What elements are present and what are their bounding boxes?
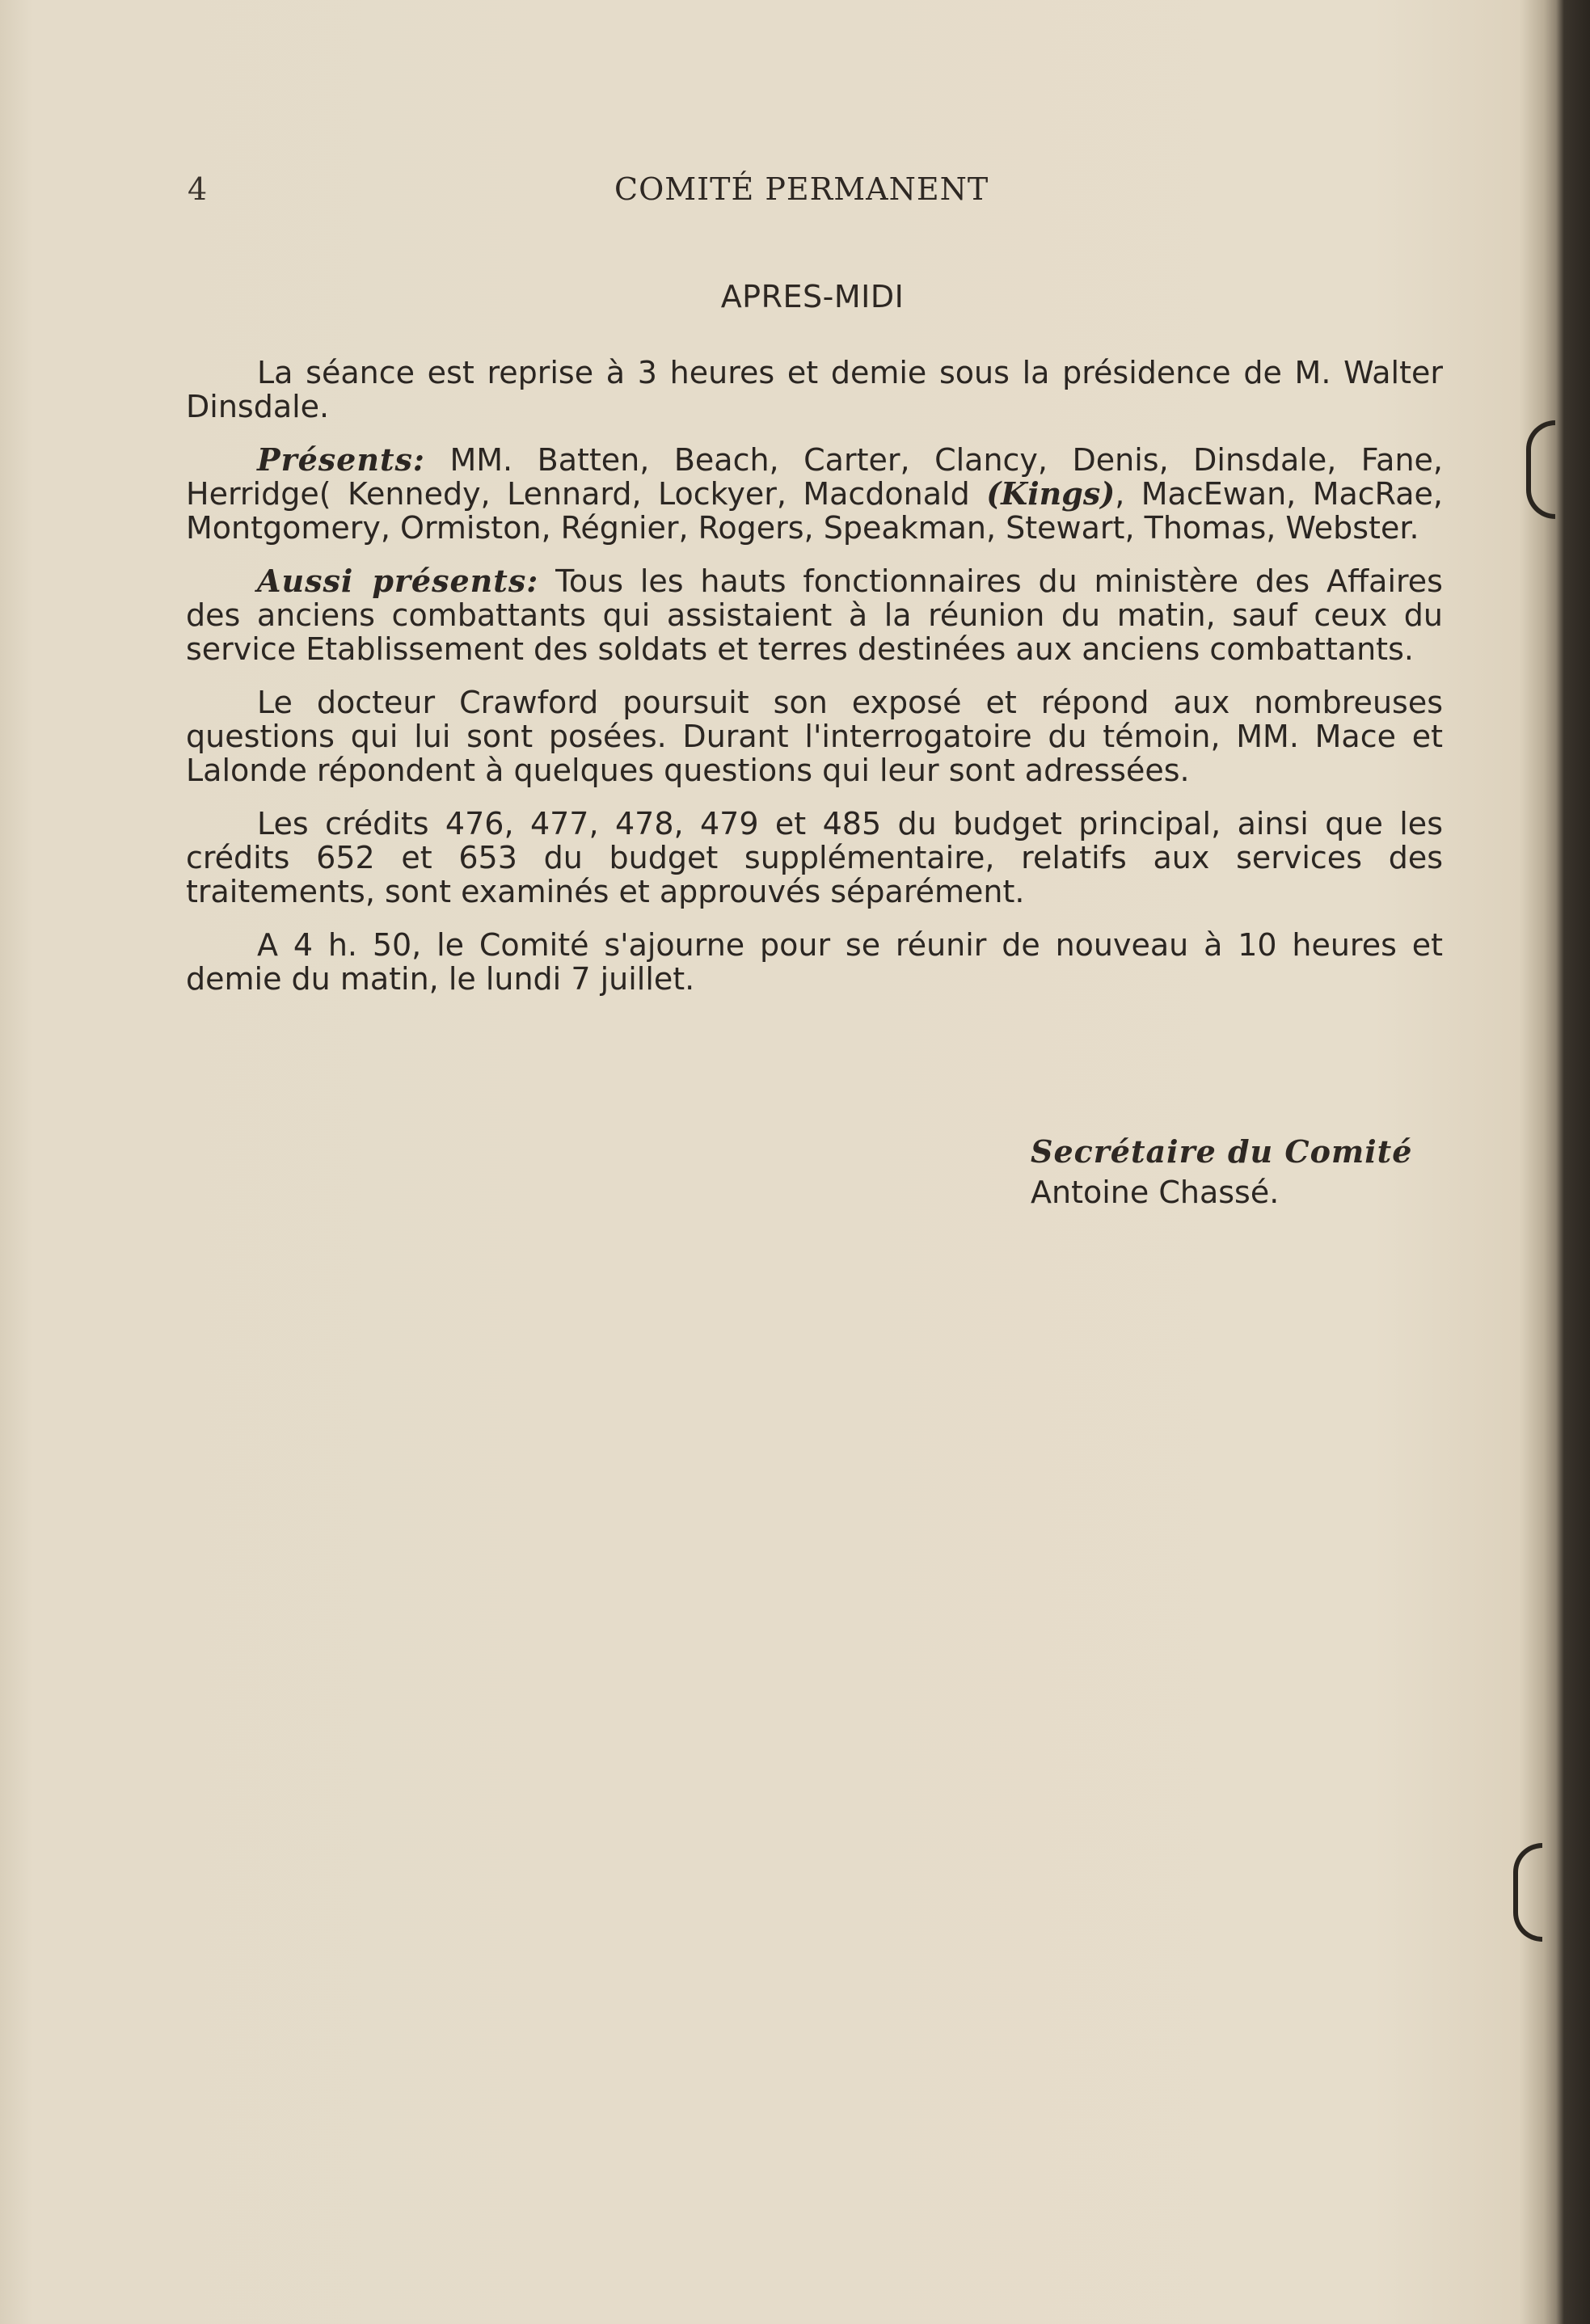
body-text — [186, 356, 1443, 1015]
paragraph-crawford: Le docteur Crawford poursuit son exposé et répond aux nombreuses questions qui lui sont posées. Durant l'interrogatoire du témoin, MM. Mace et Lalonde répondent à quelques questions qui leur sont adressées. — [186, 685, 1443, 788]
secretary-title: Secrétaire du Comité — [1031, 1133, 1413, 1170]
page-header — [0, 171, 1590, 212]
aussi-presents-label: Aussi présents: — [257, 563, 539, 599]
paragraph-seance: La séance est reprise à 3 heures et demie sous la présidence de M. Walter Dinsdale. — [186, 355, 1443, 424]
paragraph-ajourne: A 4 h. 50, le Comité s'ajourne pour se réunir de nouveau à 10 heures et demie du matin, le lundi 7 juillet. — [186, 927, 1443, 997]
paragraph-aussi-presents — [186, 564, 1443, 666]
section-heading: APRES-MIDI — [720, 279, 905, 314]
page-number: 4 — [188, 171, 208, 207]
presents-list-part2: , MacEwan, MacRae, Montgomery, Ormiston, Régnier, Rogers, Speakman, Stewart, Thomas, Webster. — [186, 476, 1443, 546]
aussi-presents-text: Tous les hauts fonctionnaires du ministère des Affaires des anciens combattants qui assistaient à la réunion du matin, sauf ceux du service Etablissement des soldats et terres destinées aux anciens combattants. — [186, 563, 1443, 667]
binding-clip-bottom — [1513, 1843, 1542, 1942]
paragraph-credits: Les crédits 476, 477, 478, 479 et 485 du budget principal, ainsi que les crédits 652 et 653 du budget supplémentaire, relatifs aux services des traitements, sont examinés et approuvés séparément. — [186, 806, 1443, 909]
kings-label: (Kings) — [986, 475, 1116, 512]
running-title: COMITÉ PERMANENT — [614, 171, 989, 207]
secretary-name: Antoine Chassé. — [1031, 1175, 1280, 1210]
presents-label: Présents: — [257, 441, 425, 478]
signature-block — [1031, 1132, 1483, 1213]
paragraph-presents — [186, 443, 1443, 545]
presents-list-part1: MM. Batten, Beach, Carter, Clancy, Denis, Dinsdale, Fane, Herridge( Kennedy, Lennard, Lockyer, Macdonald — [186, 442, 1443, 512]
binding-clip-top — [1526, 420, 1555, 519]
